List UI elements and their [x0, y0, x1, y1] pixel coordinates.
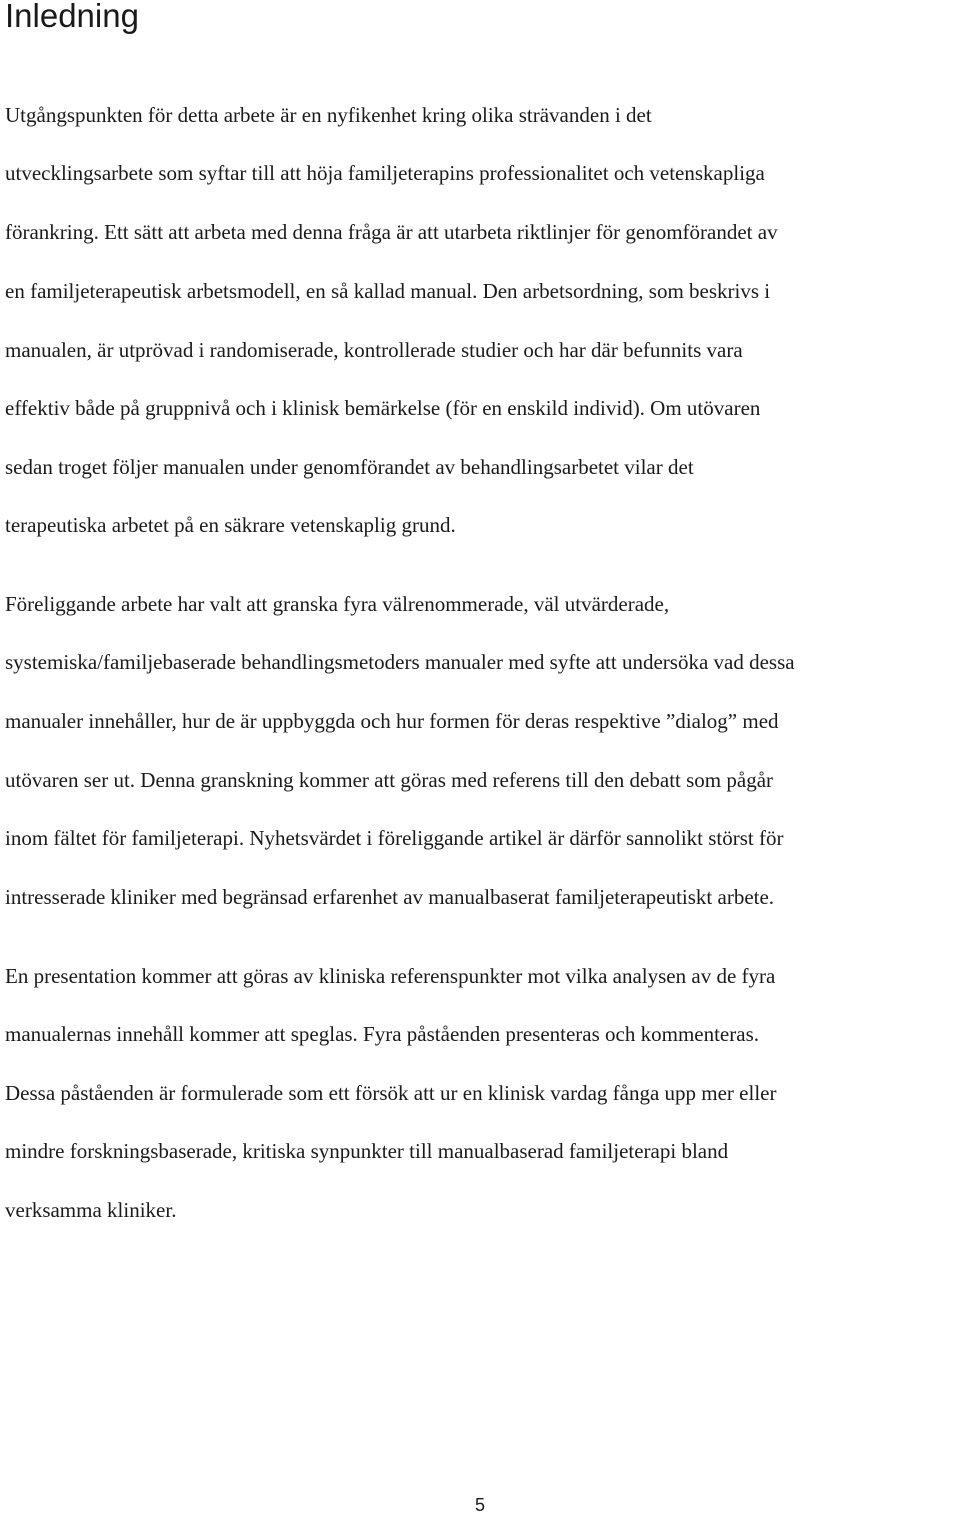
paragraph-3-line-2: manualernas innehåll kommer att speglas. Fyra påståenden presenteras och kommenteras.	[5, 1022, 759, 1046]
paragraph-2-line-5: inom fältet för familjeterapi. Nyhetsvärdet i föreliggande artikel är därför sannolikt störst för	[5, 826, 784, 850]
paragraph-1-line-7: sedan troget följer manualen under genomförandet av behandlingsarbetet vilar det	[5, 455, 694, 479]
paragraph-3-line-5: verksamma kliniker.	[5, 1198, 177, 1222]
paragraph-2-line-3: manualer innehåller, hur de är uppbyggda och hur formen för deras respektive ”dialog” med	[5, 709, 779, 733]
paragraph-3-line-1: En presentation kommer att göras av kliniska referenspunkter mot vilka analysen av de fyra	[5, 964, 776, 988]
paragraph-1-line-2: utvecklingsarbete som syftar till att höja familjeterapins professionalitet och vetenskapliga	[5, 161, 765, 185]
paragraph-3-line-4: mindre forskningsbaserade, kritiska synpunkter till manualbaserad familjeterapi bland	[5, 1139, 729, 1163]
paragraph-1-line-1: Utgångspunkten för detta arbete är en nyfikenhet kring olika strävanden i det	[5, 103, 652, 127]
paragraph-3-line-3: Dessa påståenden är formulerade som ett försök att ur en klinisk vardag fånga upp mer eller	[5, 1081, 777, 1105]
paragraph-2-line-4: utövaren ser ut. Denna granskning kommer att göras med referens till den debatt som pågår	[5, 768, 774, 792]
paragraph-1-line-8: terapeutiska arbetet på en säkrare vetenskaplig grund.	[5, 513, 456, 537]
paragraph-1-line-6: effektiv både på gruppnivå och i klinisk bemärkelse (för en enskild individ). Om utövaren	[5, 396, 761, 420]
paragraph-2-line-1: Föreliggande arbete har valt att granska fyra välrenommerade, väl utvärderade,	[5, 592, 670, 616]
page-number: 5	[474, 1495, 485, 1515]
page-title: Inledning	[5, 0, 139, 34]
paragraph-1-line-5: manualen, är utprövad i randomiserade, kontrollerade studier och har där befunnits vara	[5, 338, 743, 362]
paragraph-2-line-2: systemiska/familjebaserade behandlingsmetoders manualer med syfte att undersöka vad dessa	[5, 650, 795, 674]
paragraph-2-line-6: intresserade kliniker med begränsad erfarenhet av manualbaserat familjeterapeutiskt arbete.	[5, 885, 775, 909]
paragraph-1-line-4: en familjeterapeutisk arbetsmodell, en så kallad manual. Den arbetsordning, som beskrivs i	[5, 279, 771, 303]
paragraph-1-line-3: förankring. Ett sätt att arbeta med denna fråga är att utarbeta riktlinjer för genomförandet av	[5, 220, 778, 244]
